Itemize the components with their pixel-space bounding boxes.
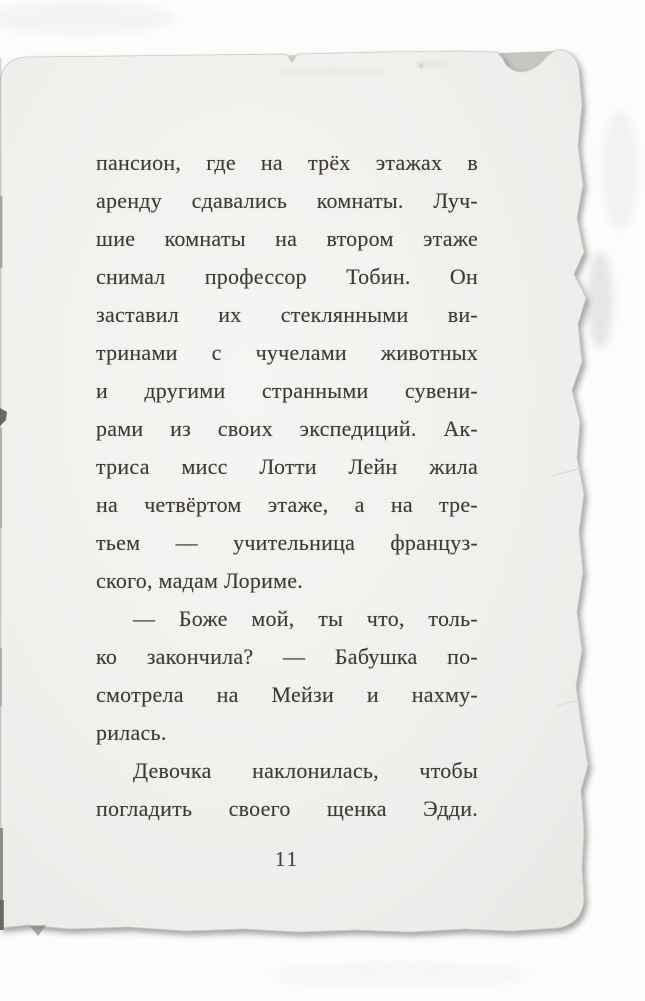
text-line: тьем — учительница француз- bbox=[96, 530, 478, 555]
text-line: — Боже мой, ты что, толь- bbox=[133, 606, 478, 631]
text-line: и другими странными сувени- bbox=[96, 378, 478, 403]
text-line: аренду сдавались комнаты. Луч- bbox=[96, 188, 478, 213]
text-line: смотрела на Мейзи и нахму- bbox=[96, 682, 478, 707]
text-line: рилась. bbox=[96, 720, 167, 745]
text-line: шие комнаты на втором этаже bbox=[96, 226, 478, 251]
text-line: ского, мадам Лориме. bbox=[96, 568, 304, 593]
text-line: тринами с чучелами животных bbox=[96, 340, 478, 365]
text-line: рами из своих экспедиций. Ак- bbox=[96, 416, 478, 441]
text-line: снимал профессор Тобин. Он bbox=[96, 264, 478, 289]
text-line: Девочка наклонилась, чтобы bbox=[133, 758, 478, 783]
page-text-block bbox=[96, 144, 478, 828]
text-line: заставил их стеклянными ви- bbox=[96, 302, 478, 327]
text-line: на четвёртом этаже, а на тре- bbox=[96, 492, 478, 517]
page-number: 11 bbox=[274, 847, 300, 871]
text-line: пансион, где на трёх этажах в bbox=[96, 150, 478, 175]
text-line: погладить своего щенка Эдди. bbox=[96, 796, 478, 821]
text-line: триса мисс Лотти Лейн жила bbox=[96, 454, 478, 479]
text-line: ко закончила? — Бабушка по- bbox=[96, 644, 478, 669]
